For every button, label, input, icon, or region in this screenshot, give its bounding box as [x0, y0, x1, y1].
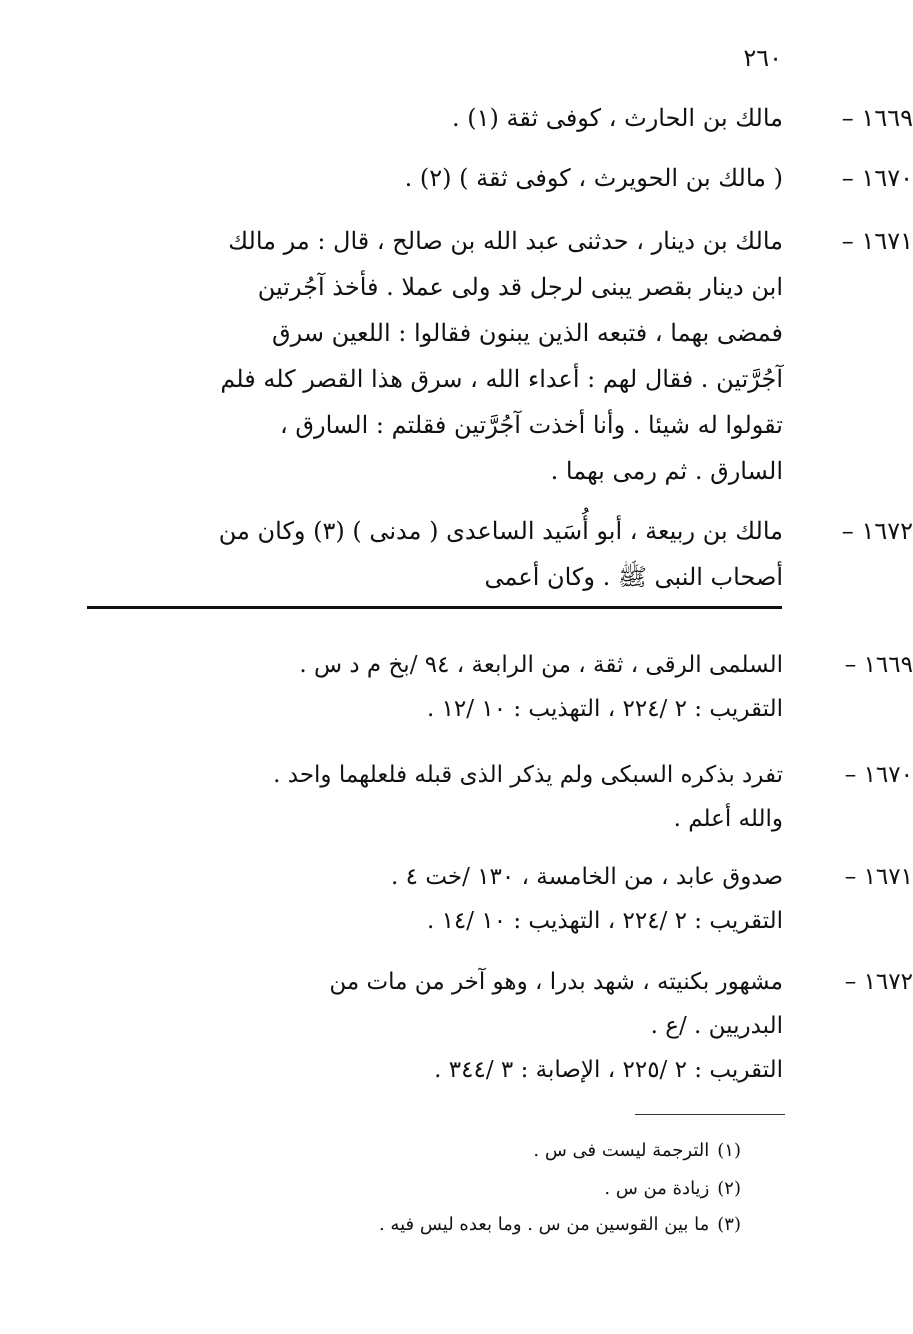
entry-line: ( مالك بن الحويرث ، كوفى ثقة ) (٢) . — [404, 164, 783, 192]
entry-1669 — [83, 95, 913, 141]
note-line: والله أعلم . — [673, 806, 783, 832]
note-text — [83, 855, 783, 943]
note-text — [83, 753, 783, 841]
entry-1670 — [83, 155, 913, 201]
footnote-mark: (٣) — [717, 1214, 741, 1235]
entry-line: فمضى بهما ، فتبعه الذين يبنون فقالوا : اللعين سرق — [272, 319, 783, 347]
note-line: السلمى الرقى ، ثقة ، من الرابعة ، ٩٤ /بخ م د س . — [299, 652, 783, 678]
entry-1671 — [83, 218, 913, 494]
entry-line: تقولوا له شيئا . وأنا أخذت آجُرَّتين فقلتم : السارق ، — [279, 411, 783, 439]
note-number: ١٦٧٠ – — [844, 762, 913, 788]
notes-separator-rule — [87, 606, 782, 609]
note-1671 — [83, 855, 913, 943]
entry-line: آجُرَّتين . فقال لهم : أعداء الله ، سرق هذا القصر كله فلم — [220, 365, 783, 393]
footnote-text: الترجمة ليست فى س . — [533, 1140, 710, 1161]
entry-text — [83, 218, 783, 494]
entry-line: مالك بن دينار ، حدثنى عبد الله بن صالح ، قال : مر مالك — [228, 227, 783, 255]
footnote-text: ما بين القوسين من س . وما بعده ليس فيه . — [378, 1214, 710, 1235]
entry-line: مالك بن الحارث ، كوفى ثقة (١) . — [451, 104, 783, 132]
footnote-mark: (١) — [717, 1140, 741, 1161]
page-number: ٢٦٠ — [743, 44, 782, 72]
note-line: التقريب : ٢ /٢٢٥ ، الإصابة : ٣ /٣٤٤ . — [434, 1057, 783, 1083]
entry-number: ١٦٧٠ – — [841, 164, 913, 192]
note-text — [83, 960, 783, 1092]
note-1670 — [83, 753, 913, 841]
footnote-1 — [141, 1138, 741, 1164]
note-number: ١٦٧١ – — [844, 864, 913, 890]
footnote-2 — [141, 1176, 741, 1202]
entry-number: ١٦٧٢ – — [841, 517, 913, 545]
note-text — [83, 643, 783, 731]
note-number: ١٦٧٢ – — [844, 969, 913, 995]
entry-text — [83, 155, 783, 201]
entry-text — [83, 95, 783, 141]
note-line: التقريب : ٢ /٢٢٤ ، التهذيب : ١٠ /١٤ . — [426, 908, 783, 934]
entry-text — [83, 508, 783, 600]
footnote-3 — [141, 1212, 741, 1238]
note-line: التقريب : ٢ /٢٢٤ ، التهذيب : ١٠ /١٢ . — [426, 696, 783, 722]
note-line: مشهور بكنيته ، شهد بدرا ، وهو آخر من مات من — [329, 969, 783, 995]
entry-1672 — [83, 508, 913, 600]
entry-number: ١٦٧١ – — [841, 227, 913, 255]
entry-line: ابن دينار بقصر يبنى لرجل قد ولى عملا . فأخذ آجُرتين — [257, 273, 783, 301]
entry-line: أصحاب النبى ﷺ . وكان أعمى — [484, 563, 783, 591]
footnote-text: زيادة من س . — [604, 1178, 710, 1199]
footnote-separator-rule — [635, 1114, 785, 1115]
note-1669 — [83, 643, 913, 731]
entry-number: ١٦٦٩ – — [841, 104, 913, 132]
note-line: صدوق عابد ، من الخامسة ، ١٣٠ /خت ٤ . — [391, 864, 783, 890]
entry-line: مالك بن ربيعة ، أبو أُسَيد الساعدى ( مدنى ) (٣) وكان من — [218, 517, 783, 545]
note-1672 — [83, 960, 913, 1092]
entry-line: السارق . ثم رمى بهما . — [550, 457, 783, 485]
note-line: تفرد بذكره السبكى ولم يذكر الذى قبله فلعلهما واحد . — [273, 762, 783, 788]
note-line: البدريين . /ع . — [650, 1013, 783, 1039]
footnote-mark: (٢) — [717, 1178, 741, 1199]
note-number: ١٦٦٩ – — [844, 652, 913, 678]
